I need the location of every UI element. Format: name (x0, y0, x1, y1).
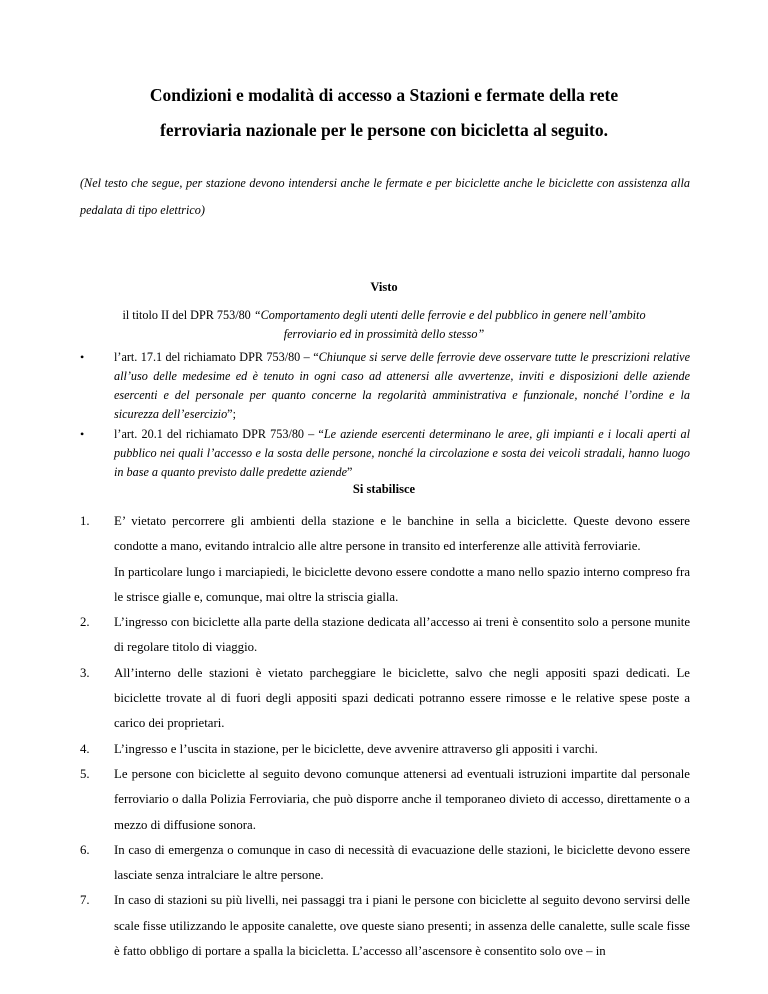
visto-intro (100, 306, 668, 344)
item-number: 1. (80, 514, 90, 528)
visto-intro-italic: “Comportamento degli utenti delle ferrovie e del pubblico in genere nell’ambito ferroviario ed in prossimità dello stesso” (253, 308, 646, 341)
rules-numbered-list (80, 509, 690, 964)
item-text: Le persone con biciclette al seguito devono comunque attenersi ad eventuali istruzioni impartite dal personale ferroviario o dalla Polizia Ferroviaria, che può disporre anche il temporaneo divieto di accesso, direttamente o a mezzo di diffusione sonora. (114, 766, 690, 832)
list-item (80, 348, 690, 424)
item-text: E’ vietato percorrere gli ambienti della stazione e le banchine in sella a biciclette. Queste devono essere condotte a mano, evitando intralcio alle altre persone in transito ed interferenze alle attività ferroviarie. (114, 514, 690, 554)
item-text: L’ingresso con biciclette alla parte della stazione dedicata all’accesso ai treni è consentito solo a persone munite di regolare titolo di viaggio. (114, 615, 690, 655)
item-number: 6. (80, 842, 90, 857)
visto-bullet-list (80, 348, 690, 483)
list-item (80, 425, 690, 482)
item-number: 5. (80, 766, 90, 781)
item-number: 2. (80, 615, 90, 630)
item-text: L’ingresso e l’uscita in stazione, per le biciclette, deve avvenire attraverso gli appositi i varchi. (114, 741, 598, 756)
list-item (80, 661, 690, 737)
bullet-marker: • (80, 350, 85, 364)
item-text: All’interno delle stazioni è vietato parcheggiare le biciclette, salvo che negli appositi spazi dedicati. Le biciclette trovate al di fuori degli appositi spazi dedicati potranno essere rimosse e le relative spese poste a carico dei proprietari. (114, 665, 690, 731)
document-title (80, 78, 688, 148)
stabilisce-heading: Si stabilisce (352, 482, 416, 496)
item-subparagraph: In particolare lungo i marciapiedi, le biciclette devono essere condotte a mano nello spazio interno compreso fra le strisce gialle e, comunque, mai oltre la striscia gialla. (114, 564, 690, 604)
bullet-plain: l’art. 20.1 del richiamato DPR 753/80 – “ (114, 427, 324, 441)
title-line-1: Condizioni e modalità di accesso a Stazioni e fermate della rete (149, 85, 619, 105)
list-item (80, 888, 690, 964)
bullet-tail: ”; (227, 407, 236, 421)
item-number: 4. (80, 741, 90, 756)
item-text: In caso di emergenza o comunque in caso di necessità di evacuazione delle stazioni, le biciclette devono essere lasciate senza intralciare le altre persone. (114, 842, 690, 883)
item-number: 3. (80, 665, 90, 680)
list-item (80, 737, 690, 762)
item-number: 7. (80, 893, 90, 908)
visto-intro-plain: il titolo II del DPR 753/80 (122, 308, 254, 322)
list-item (80, 509, 690, 610)
item-text: In caso di stazioni su più livelli, nei passaggi tra i piani le persone con biciclette al seguito devono servirsi delle scale fisse utilizzando le apposite canalette, ove queste siano presenti; in assenza delle canalette, sulle scale fisse è fatto obbligo di portare a spalla la bicicletta. L’accesso all’ascensore è consentito solo ove – in (114, 893, 690, 959)
bullet-italic: Chiunque si serve delle ferrovie deve osservare tutte le prescrizioni relative all’uso delle medesime ed è tenuto in ogni caso ad attenersi alle avvertenze, inviti e disposizioni delle aziende esercenti e del personale per quanto concerne la regolarità amministrativa e funzionale, nonché l’ordine e la sicurezza dell’esercizio (114, 350, 690, 421)
definition-note: (Nel testo che segue, per stazione devono intendersi anche le fermate e per biciclette anche le biciclette con assistenza alla pedalata di tipo elettrico) (80, 176, 690, 217)
list-item (80, 610, 690, 661)
bullet-marker: • (80, 427, 85, 441)
bullet-tail: ” (346, 465, 353, 479)
list-item (80, 762, 690, 838)
visto-heading: Visto (370, 280, 398, 294)
title-line-2: ferroviaria nazionale per le persone con bicicletta al seguito. (160, 120, 608, 140)
list-item (80, 838, 690, 889)
bullet-italic: Le aziende esercenti determinano le aree, gli impianti e i locali aperti al pubblico nei quali l’accesso e la sosta delle persone, nonché la circolazione e sosta dei veicoli stradali, hanno luogo in base a quanto previsto dalle predette aziende (114, 427, 690, 479)
bullet-plain: l’art. 17.1 del richiamato DPR 753/80 – “ (114, 350, 319, 364)
